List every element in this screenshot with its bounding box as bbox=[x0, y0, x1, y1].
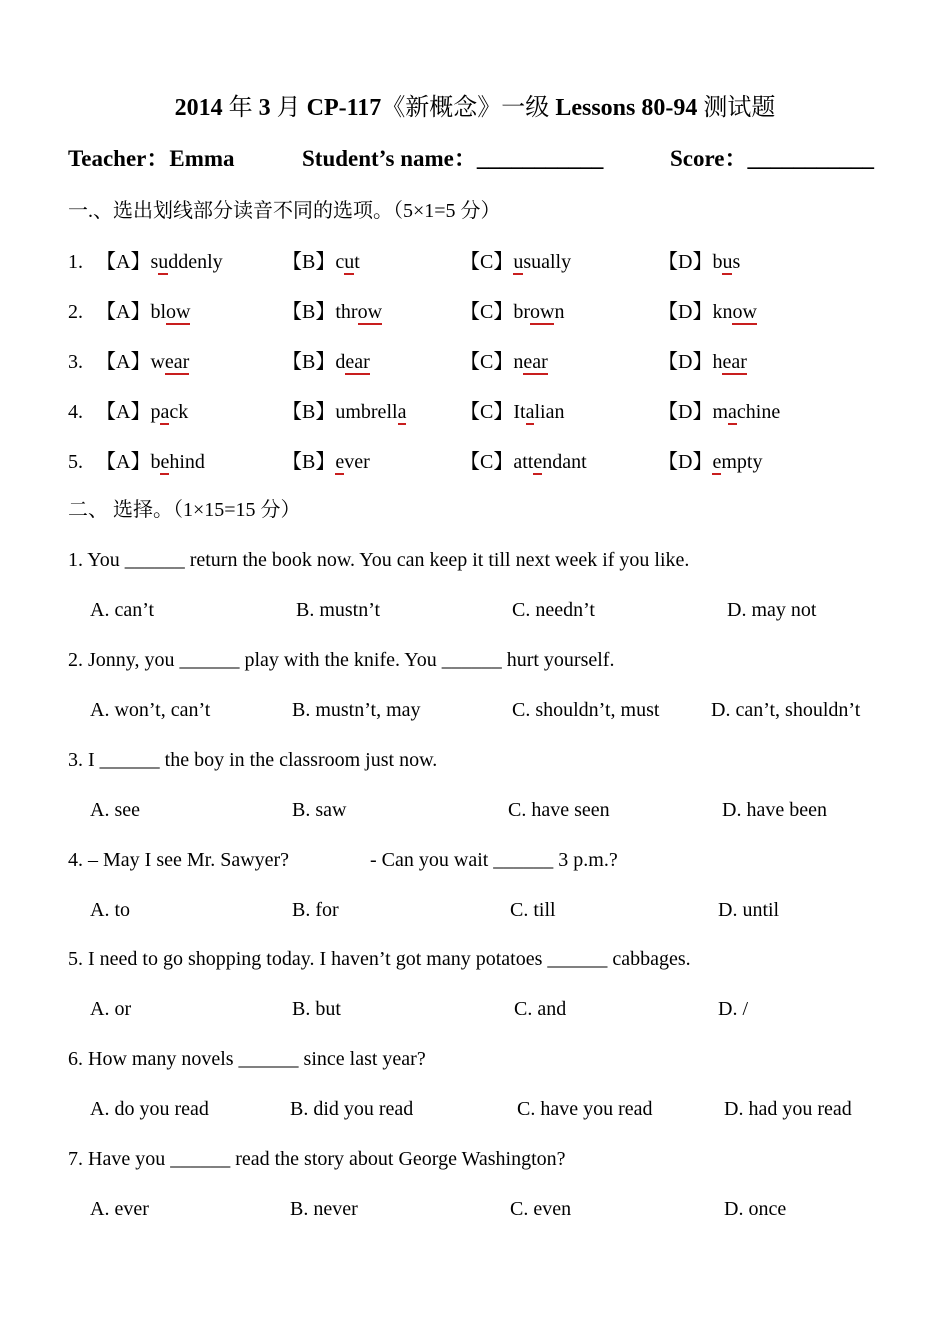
answer-option: B. mustn’t, may bbox=[292, 699, 421, 721]
part1-option bbox=[96, 348, 189, 376]
option-letter: 【C】 bbox=[460, 301, 514, 323]
word-suffix: ndant bbox=[542, 451, 587, 473]
part1-option bbox=[658, 448, 762, 476]
underlined-letters: ow bbox=[530, 298, 554, 326]
title-lessons: Lessons 80-94 bbox=[555, 95, 698, 121]
part1-option bbox=[96, 298, 190, 326]
word-suffix: s bbox=[732, 251, 741, 273]
part1-option bbox=[96, 398, 188, 426]
word-prefix: It bbox=[513, 401, 526, 423]
question-stem-reply: - Can you wait ______ 3 p.m.? bbox=[370, 849, 618, 871]
underlined-letters: e bbox=[160, 448, 169, 476]
option-letter: 【C】 bbox=[460, 251, 514, 273]
option-letter: 【B】 bbox=[282, 451, 336, 473]
word-suffix: sually bbox=[523, 251, 572, 273]
part1-question-number: 2. bbox=[68, 301, 83, 323]
question-stem: 2. Jonny, you ______ play with the knife. You ______ hurt yourself. bbox=[68, 649, 615, 671]
underlined-letters: ow bbox=[166, 298, 190, 326]
score-field: Score：___________ bbox=[670, 146, 875, 171]
underlined-letters: a bbox=[160, 398, 169, 426]
option-letter: 【C】 bbox=[460, 351, 514, 373]
answer-option: B. saw bbox=[292, 799, 347, 821]
title-month: 3 bbox=[258, 95, 271, 121]
underlined-letters: u bbox=[344, 248, 354, 276]
part1-option bbox=[460, 398, 564, 426]
word-suffix: chine bbox=[736, 401, 781, 423]
word-prefix: b bbox=[150, 451, 161, 473]
question-stem: 4. – May I see Mr. Sawyer? bbox=[68, 849, 290, 871]
part1-question-number: 1. bbox=[68, 251, 83, 273]
word-prefix: d bbox=[335, 351, 346, 373]
answer-option: B. for bbox=[292, 899, 339, 921]
part1-option bbox=[460, 448, 587, 476]
part1-option bbox=[658, 248, 740, 276]
option-letter: 【C】 bbox=[460, 451, 514, 473]
word-suffix: mpty bbox=[721, 451, 763, 473]
word-prefix: s bbox=[150, 251, 159, 273]
answer-option: D. once bbox=[724, 1198, 787, 1220]
underlined-letters: ear bbox=[165, 348, 189, 376]
answer-option: B. but bbox=[292, 998, 341, 1020]
underlined-letters: e bbox=[335, 448, 344, 476]
title-year-cn: 年 bbox=[222, 95, 259, 121]
answer-option: C. have you read bbox=[517, 1098, 653, 1120]
word-prefix: br bbox=[513, 301, 531, 323]
underlined-letters: e bbox=[712, 448, 721, 476]
answer-option: D. had you read bbox=[724, 1098, 852, 1120]
teacher-label: Teacher：Emma bbox=[68, 146, 235, 171]
option-letter: 【D】 bbox=[658, 251, 713, 273]
part1-option bbox=[658, 298, 757, 326]
underlined-letters: ear bbox=[345, 348, 369, 376]
title-month-cn: 月 bbox=[270, 95, 307, 121]
answer-option: C. shouldn’t, must bbox=[512, 699, 660, 721]
answer-option: B. mustn’t bbox=[296, 599, 381, 621]
word-prefix: m bbox=[712, 401, 729, 423]
question-stem: 5. I need to go shopping today. I haven’t got many potatoes ______ cabbages. bbox=[68, 948, 691, 970]
option-letter: 【C】 bbox=[460, 401, 514, 423]
part1-option bbox=[96, 248, 223, 276]
option-letter: 【B】 bbox=[282, 301, 336, 323]
answer-option: A. see bbox=[90, 799, 140, 821]
answer-option: A. won’t, can’t bbox=[90, 699, 211, 721]
underlined-letters: ear bbox=[523, 348, 547, 376]
part1-option bbox=[282, 348, 370, 376]
answer-option: C. even bbox=[510, 1198, 572, 1220]
part1-option bbox=[282, 448, 370, 476]
answer-option: B. never bbox=[290, 1198, 358, 1220]
answer-option: A. can’t bbox=[90, 599, 155, 621]
word-prefix: b bbox=[712, 251, 723, 273]
word-prefix: p bbox=[150, 401, 161, 423]
answer-option: A. do you read bbox=[90, 1098, 209, 1120]
option-letter: 【D】 bbox=[658, 301, 713, 323]
underlined-letters: a bbox=[398, 398, 407, 426]
part1-question-number: 5. bbox=[68, 451, 83, 473]
word-prefix: att bbox=[513, 451, 534, 473]
answer-option: C. and bbox=[514, 998, 567, 1020]
question-stem: 3. I ______ the boy in the classroom just now. bbox=[68, 749, 438, 771]
part1-option bbox=[96, 448, 205, 476]
answer-option: B. did you read bbox=[290, 1098, 414, 1120]
word-suffix: ck bbox=[169, 401, 189, 423]
question-stem: 7. Have you ______ read the story about George Washington? bbox=[68, 1148, 566, 1170]
part2-heading: 二、 选择。（1×15=15 分） bbox=[68, 499, 301, 521]
part1-option bbox=[460, 248, 571, 276]
title-book-name: 《新概念》一级 bbox=[381, 95, 556, 121]
option-letter: 【A】 bbox=[96, 451, 151, 473]
part1-heading: 一.、选出划线部分读音不同的选项。（5×1=5 分） bbox=[68, 200, 501, 222]
word-prefix: thr bbox=[335, 301, 358, 323]
question-stem: 6. How many novels ______ since last year? bbox=[68, 1048, 426, 1070]
answer-option: C. till bbox=[510, 899, 556, 921]
underlined-letters: ow bbox=[732, 298, 756, 326]
option-letter: 【D】 bbox=[658, 351, 713, 373]
option-letter: 【B】 bbox=[282, 401, 336, 423]
part1-option bbox=[460, 348, 548, 376]
underlined-letters: e bbox=[533, 448, 542, 476]
answer-option: C. have seen bbox=[508, 799, 610, 821]
option-letter: 【D】 bbox=[658, 451, 713, 473]
word-suffix: hind bbox=[169, 451, 205, 473]
option-letter: 【A】 bbox=[96, 251, 151, 273]
answer-option: A. ever bbox=[90, 1198, 149, 1220]
part1-question-number: 4. bbox=[68, 401, 83, 423]
word-suffix: t bbox=[354, 251, 360, 273]
page-title bbox=[0, 92, 950, 124]
underlined-letters: a bbox=[728, 398, 737, 426]
option-letter: 【B】 bbox=[282, 351, 336, 373]
option-letter: 【B】 bbox=[282, 251, 336, 273]
part1-question-number: 3. bbox=[68, 351, 83, 373]
underlined-letters: u bbox=[722, 248, 732, 276]
word-prefix: kn bbox=[712, 301, 733, 323]
word-suffix: lian bbox=[534, 401, 565, 423]
part1-option bbox=[460, 298, 564, 326]
underlined-letters: u bbox=[158, 248, 168, 276]
word-suffix: ddenly bbox=[168, 251, 223, 273]
underlined-letters: u bbox=[513, 248, 523, 276]
word-suffix: n bbox=[554, 301, 565, 323]
option-letter: 【D】 bbox=[658, 401, 713, 423]
word-suffix: ver bbox=[344, 451, 370, 473]
part1-option bbox=[282, 298, 382, 326]
question-stem: 1. You ______ return the book now. You can keep it till next week if you like. bbox=[68, 549, 690, 571]
word-prefix: w bbox=[150, 351, 165, 373]
title-course-code: CP-117 bbox=[306, 95, 382, 121]
answer-option: C. needn’t bbox=[512, 599, 595, 621]
underlined-letters: ow bbox=[358, 298, 382, 326]
answer-option: D. / bbox=[718, 998, 748, 1020]
answer-option: D. can’t, shouldn’t bbox=[711, 699, 861, 721]
word-prefix: c bbox=[335, 251, 345, 273]
part1-option bbox=[282, 398, 406, 426]
answer-option: D. may not bbox=[727, 599, 817, 621]
part1-option bbox=[282, 248, 360, 276]
underlined-letters: a bbox=[526, 398, 535, 426]
part1-option bbox=[658, 348, 747, 376]
student-name-field: Student’s name：___________ bbox=[302, 146, 604, 171]
word-prefix: h bbox=[712, 351, 723, 373]
answer-option: A. or bbox=[90, 998, 132, 1020]
part1-option bbox=[658, 398, 780, 426]
underlined-letters: ear bbox=[722, 348, 746, 376]
option-letter: 【A】 bbox=[96, 351, 151, 373]
word-prefix: umbrell bbox=[335, 401, 398, 423]
option-letter: 【A】 bbox=[96, 301, 151, 323]
word-prefix: bl bbox=[150, 301, 167, 323]
answer-option: D. have been bbox=[722, 799, 827, 821]
title-test-label: 测试题 bbox=[697, 95, 776, 121]
answer-option: D. until bbox=[718, 899, 780, 921]
option-letter: 【A】 bbox=[96, 401, 151, 423]
word-prefix: n bbox=[513, 351, 524, 373]
answer-option: A. to bbox=[90, 899, 130, 921]
title-year: 2014 bbox=[174, 95, 223, 121]
